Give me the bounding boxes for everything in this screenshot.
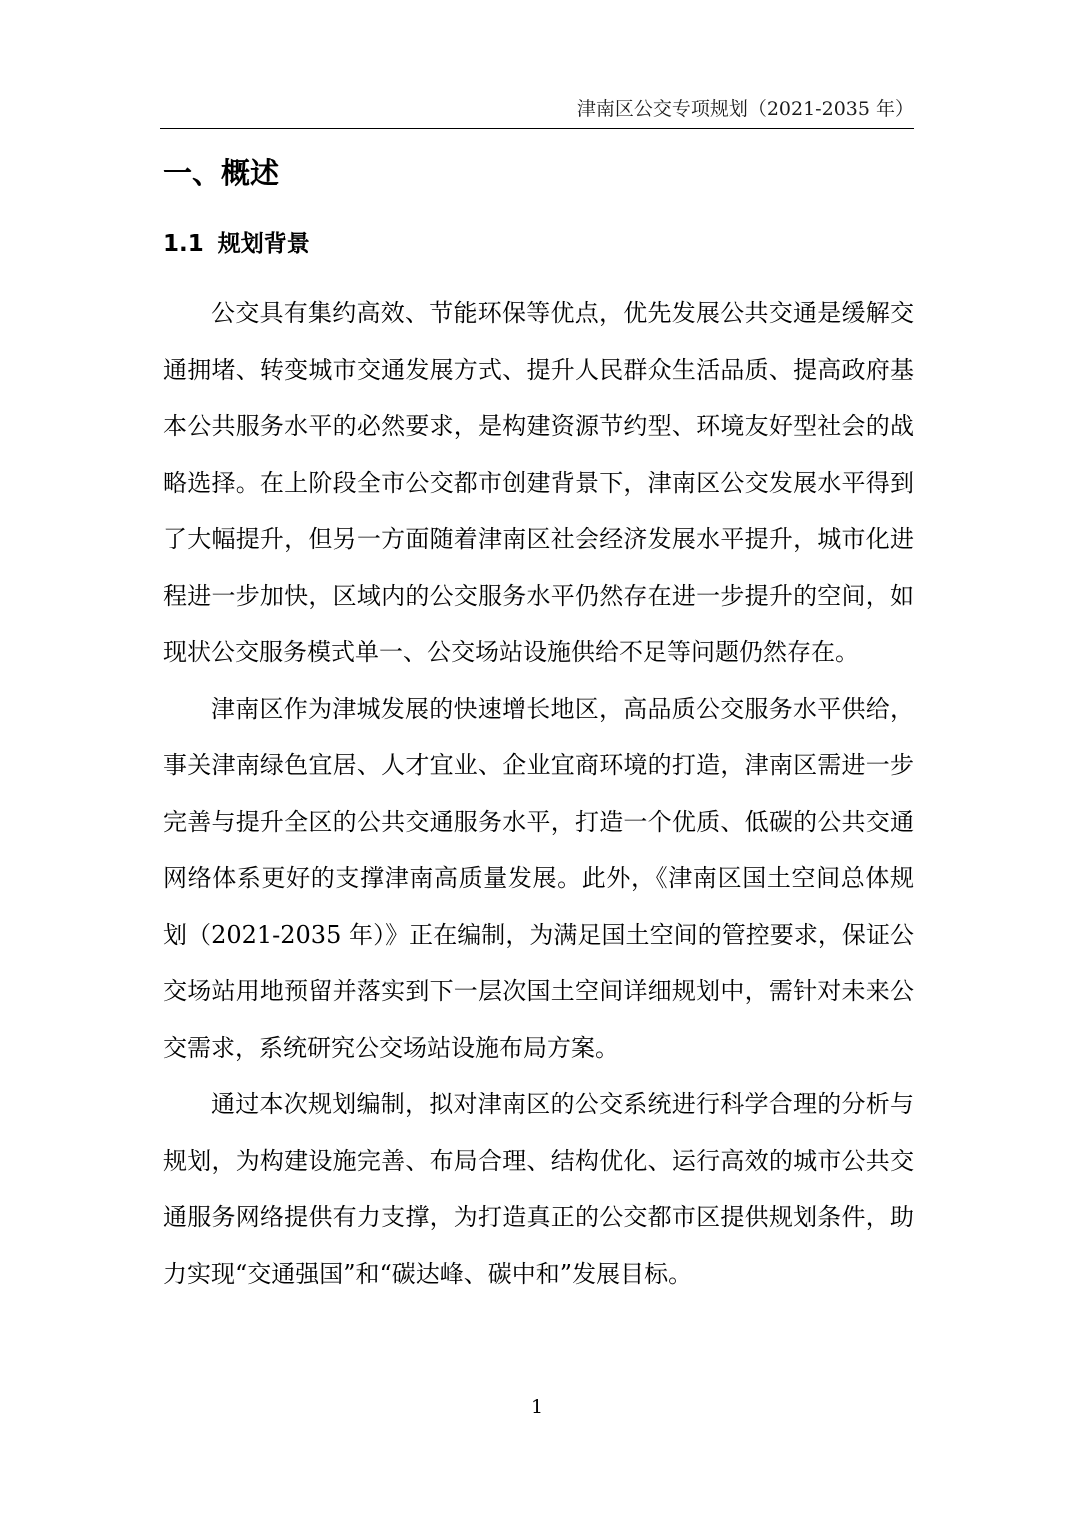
section-number: 1.1 xyxy=(163,231,204,257)
body-text xyxy=(163,285,914,1302)
paragraph: 公交具有集约高效、节能环保等优点，优先发展公共交通是缓解交通拥堵、转变城市交通发展方式、提升人民群众生活品质、提高政府基本公共服务水平的必然要求，是构建资源节约型、环境友好型社会的战略选择。在上阶段全市公交都市创建背景下，津南区公交发展水平得到了大幅提升，但另一方面随着津南区社会经济发展水平提升，城市化进程进一步加快，区域内的公交服务水平仍然存在进一步提升的空间，如现状公交服务模式单一、公交场站设施供给不足等问题仍然存在。 xyxy=(163,299,914,666)
page-number: 1 xyxy=(530,1396,544,1418)
section-title: 规划背景 xyxy=(217,231,310,257)
paragraph: 通过本次规划编制，拟对津南区的公交系统进行科学合理的分析与规划，为构建设施完善、布局合理、结构优化、运行高效的城市公共交通服务网络提供有力支撑，为打造真正的公交都市区提供规划条件，助力实现“交通强国”和“碳达峰、碳中和”发展目标。 xyxy=(163,1090,914,1288)
chapter-title: 一、概述 xyxy=(163,156,280,190)
section-heading xyxy=(163,224,310,264)
header-divider xyxy=(160,128,914,129)
paragraph: 津南区作为津城发展的快速增长地区，高品质公交服务水平供给，事关津南绿色宜居、人才宜业、企业宜商环境的打造，津南区需进一步完善与提升全区的公共交通服务水平，打造一个优质、低碳的公共交通网络体系更好的支撑津南高质量发展。此外，《津南区国土空间总体规划（2021-2035 年）》正在编制，为满足国土空间的管控要求，保证公交场站用地预留并落实到下一层次国土空间详细规划中，需针对未来公交需求，系统研究公交场站设施布局方案。 xyxy=(163,694,914,1062)
running-header: 津南区公交专项规划（2021-2035 年） xyxy=(576,98,914,120)
